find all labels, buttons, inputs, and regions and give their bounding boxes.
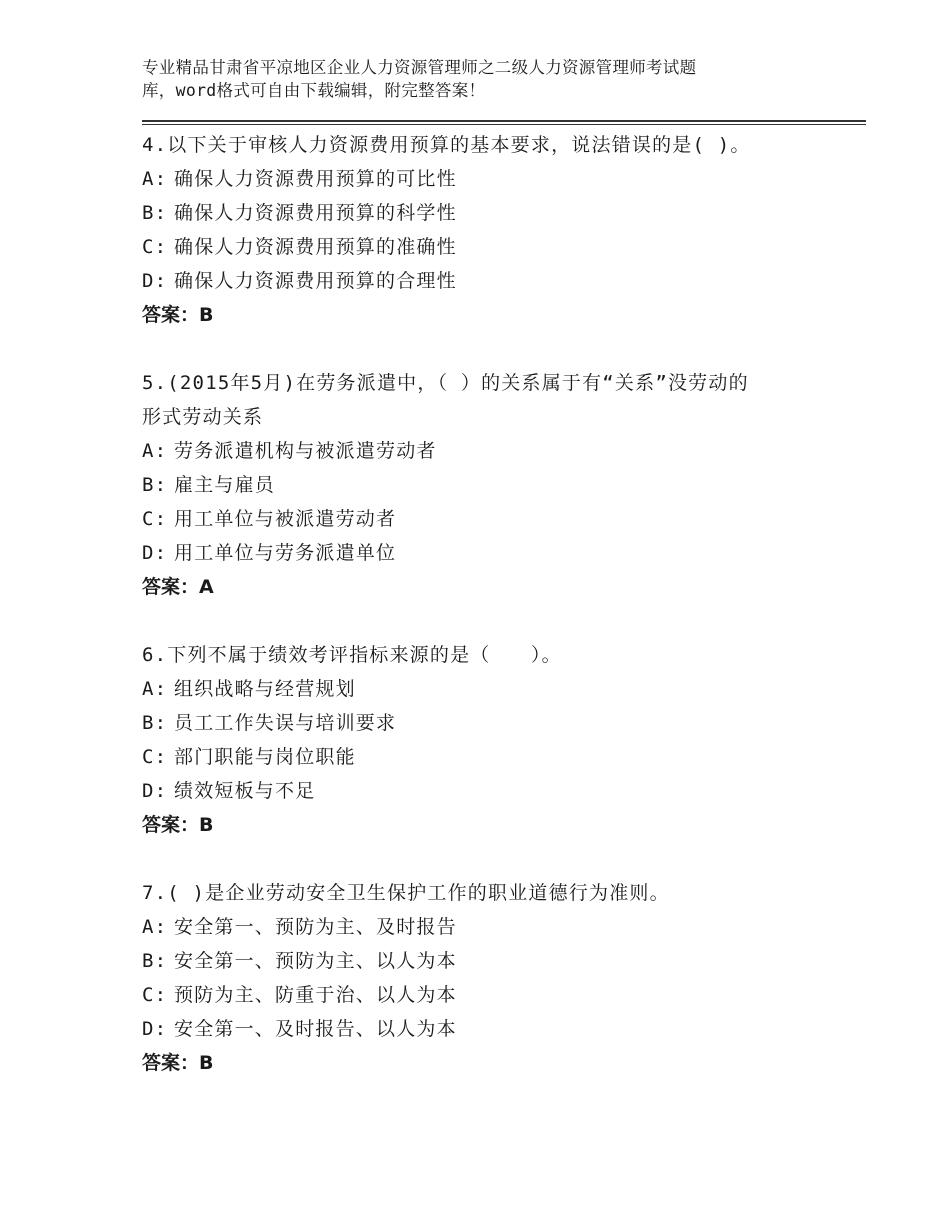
- answer-option: [142, 196, 832, 230]
- option-key: C:: [142, 746, 168, 768]
- option-text: 安全第一、预防为主、以人为本: [174, 950, 457, 972]
- answer-line: 答案：B: [142, 1052, 214, 1074]
- answer-option: [142, 230, 832, 264]
- option-key: B:: [142, 202, 168, 224]
- question-stem: [142, 876, 832, 910]
- option-key: A:: [142, 168, 168, 190]
- question-block: [142, 366, 832, 604]
- option-key: C:: [142, 508, 168, 530]
- question-stem-line: 4.以下关于审核人力资源费用预算的基本要求，说法错误的是( )。: [142, 134, 751, 156]
- option-text: 确保人力资源费用预算的准确性: [174, 236, 457, 258]
- option-text: 部门职能与岗位职能: [174, 746, 356, 768]
- question-stem: [142, 366, 832, 434]
- option-key: A:: [142, 916, 168, 938]
- question-block: [142, 128, 832, 332]
- answer-option: [142, 672, 832, 706]
- question-stem: [142, 128, 832, 162]
- question-stem-line: 6.下列不属于绩效考评指标来源的是（ ）。: [142, 644, 562, 666]
- answer-line: 答案：B: [142, 814, 214, 836]
- answer-option: [142, 740, 832, 774]
- option-text: 安全第一、及时报告、以人为本: [174, 1018, 457, 1040]
- option-key: C:: [142, 236, 168, 258]
- option-key: A:: [142, 678, 168, 700]
- question-stem-line: 7.( )是企业劳动安全卫生保护工作的职业道德行为准则。: [142, 882, 670, 904]
- document-header: [142, 56, 802, 102]
- answer-option: [142, 978, 832, 1012]
- option-text: 安全第一、预防为主、及时报告: [174, 916, 457, 938]
- option-text: 确保人力资源费用预算的合理性: [174, 270, 457, 292]
- question-block: [142, 638, 832, 842]
- answer-option: [142, 706, 832, 740]
- answer-option: [142, 536, 832, 570]
- question-stem: [142, 638, 832, 672]
- option-key: C:: [142, 984, 168, 1006]
- option-text: 雇主与雇员: [174, 474, 276, 496]
- question-stem-line: 形式劳动关系: [142, 406, 264, 428]
- answer-option: [142, 502, 832, 536]
- option-key: B:: [142, 474, 168, 496]
- answer-option: [142, 468, 832, 502]
- answer-option: [142, 162, 832, 196]
- option-key: B:: [142, 950, 168, 972]
- option-text: 用工单位与被派遣劳动者: [174, 508, 397, 530]
- option-text: 劳务派遣机构与被派遣劳动者: [174, 440, 437, 462]
- answer-option: [142, 944, 832, 978]
- question-stem-line: 5.(2015年5月)在劳务派遣中，（ ）的关系属于有“关系”没劳动的: [142, 372, 749, 394]
- header-divider-thick: [142, 120, 866, 122]
- answer-line: 答案：B: [142, 304, 214, 326]
- option-key: B:: [142, 712, 168, 734]
- question-block: [142, 876, 832, 1080]
- option-text: 预防为主、防重于治、以人为本: [174, 984, 457, 1006]
- option-text: 确保人力资源费用预算的科学性: [174, 202, 457, 224]
- answer-option: [142, 910, 832, 944]
- option-key: D:: [142, 1018, 168, 1040]
- option-text: 用工单位与劳务派遣单位: [174, 542, 397, 564]
- answer-option: [142, 774, 832, 808]
- header-line-1: 专业精品甘肃省平凉地区企业人力资源管理师之二级人力资源管理师考试题: [142, 58, 697, 77]
- option-key: D:: [142, 780, 168, 802]
- option-text: 组织战略与经营规划: [174, 678, 356, 700]
- option-text: 确保人力资源费用预算的可比性: [174, 168, 457, 190]
- option-key: D:: [142, 542, 168, 564]
- option-text: 员工工作失误与培训要求: [174, 712, 397, 734]
- header-divider-thin: [142, 124, 866, 125]
- header-line-2: 库，word格式可自由下载编辑，附完整答案！: [142, 81, 486, 100]
- answer-option: [142, 264, 832, 298]
- answer-option: [142, 434, 832, 468]
- question-list: [142, 128, 832, 1114]
- answer-line: 答案：A: [142, 576, 214, 598]
- option-key: A:: [142, 440, 168, 462]
- option-key: D:: [142, 270, 168, 292]
- option-text: 绩效短板与不足: [174, 780, 316, 802]
- answer-option: [142, 1012, 832, 1046]
